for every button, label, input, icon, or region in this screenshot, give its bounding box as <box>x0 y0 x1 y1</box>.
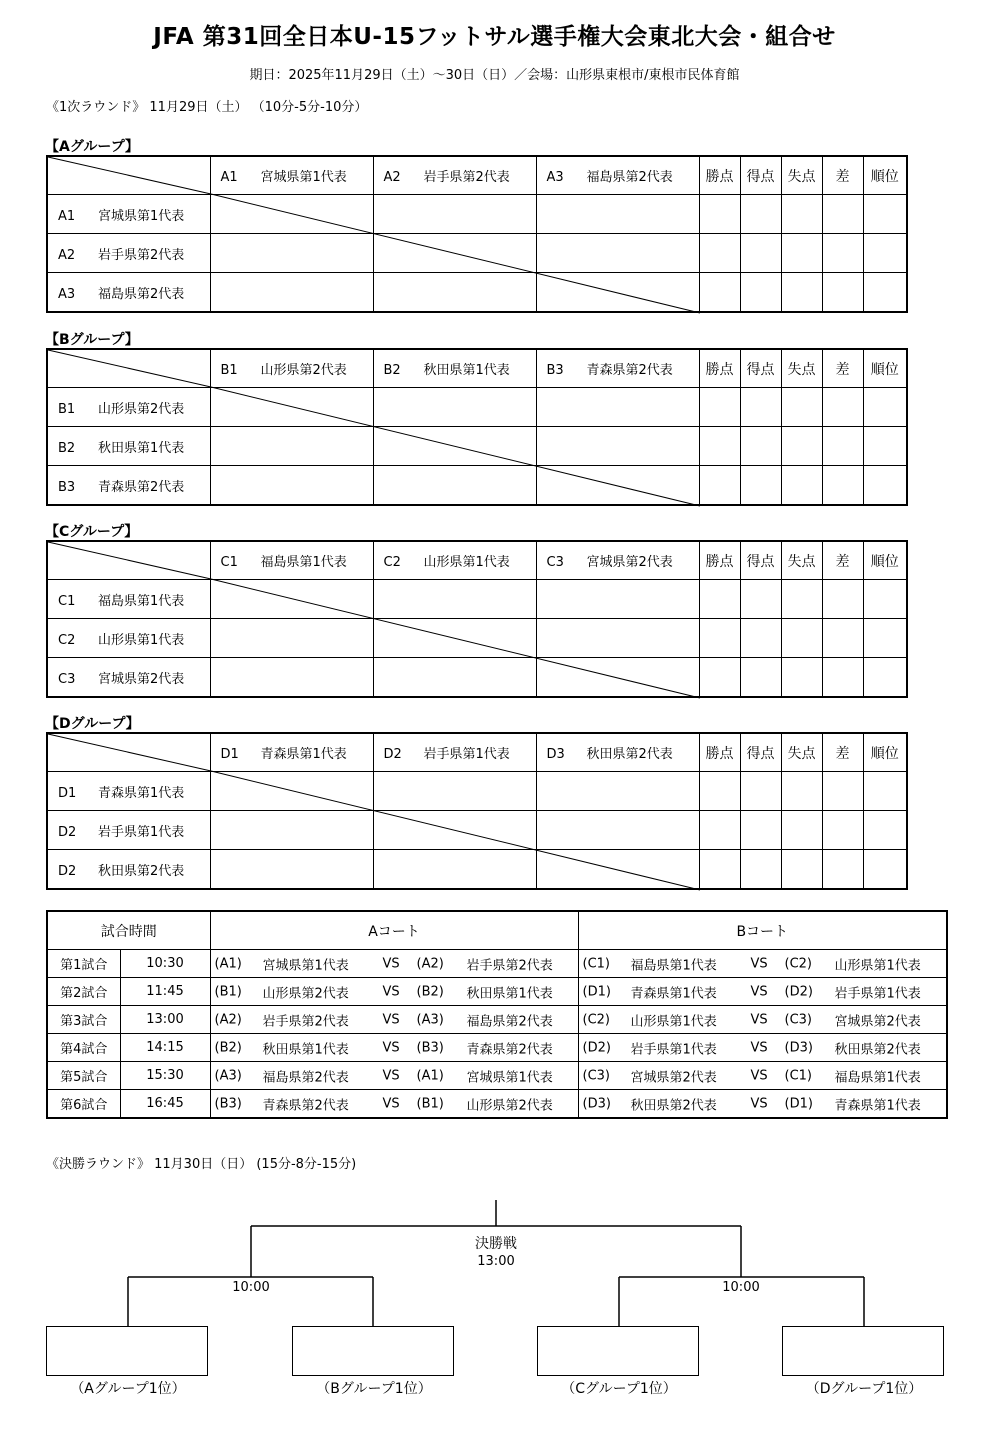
header-match-time: 試合時間 <box>47 911 210 950</box>
team-name: 山形県第1代表 <box>98 632 185 648</box>
team2-code: (C1) <box>784 1068 812 1083</box>
team-name: 青森県第1代表 <box>260 747 347 762</box>
team2-name: 岩手県第1代表 <box>834 986 921 1001</box>
team-name: 岩手県第2代表 <box>423 170 510 185</box>
match-number: 第1試合 <box>47 950 120 978</box>
stat-header: 勝点 <box>699 349 740 388</box>
team1-name: 福島県第2代表 <box>262 1070 349 1085</box>
vs-label: VS <box>750 1040 768 1055</box>
round1-heading: 《1次ラウンド》 11月29日（土） （10分-5分-10分） <box>46 100 368 115</box>
team1-name: 青森県第1代表 <box>630 986 717 1001</box>
stat-header: 差 <box>822 541 863 580</box>
team-name: 岩手県第1代表 <box>423 747 510 762</box>
group-label: 【Aグループ】 <box>45 139 139 155</box>
team-code: D2 <box>58 863 77 879</box>
team-code: C1 <box>58 593 76 609</box>
team-name: 秋田県第2代表 <box>586 747 673 762</box>
team-name: 山形県第1代表 <box>423 555 510 570</box>
team-code: D2 <box>383 747 402 762</box>
match-number: 第3試合 <box>47 1006 120 1034</box>
stat-header: 順位 <box>863 541 907 580</box>
team2-name: 青森県第1代表 <box>834 1098 921 1113</box>
team2-code: (B2) <box>416 984 444 999</box>
team2-code: (A3) <box>416 1012 444 1027</box>
team-code: D1 <box>220 747 239 762</box>
team-name: 福島県第2代表 <box>98 286 185 302</box>
slot-label-d: （Dグループ1位） <box>805 1381 923 1397</box>
team-name: 秋田県第1代表 <box>98 440 185 456</box>
stat-header: 順位 <box>863 156 907 195</box>
slot-box-c <box>537 1326 699 1376</box>
team1-code: (A2) <box>214 1012 242 1027</box>
team1-name: 秋田県第2代表 <box>630 1098 717 1113</box>
team-code: C2 <box>58 632 76 648</box>
final-round-heading: 《決勝ラウンド》 11月30日（日） (15分-8分-15分) <box>46 1157 357 1172</box>
team1-code: (B1) <box>214 984 242 999</box>
team1-name: 宮城県第2代表 <box>630 1070 717 1085</box>
team1-name: 岩手県第2代表 <box>262 1014 349 1029</box>
team-code: B3 <box>546 363 564 378</box>
team-code: A1 <box>58 208 76 224</box>
stat-header: 得点 <box>740 349 781 388</box>
vs-label: VS <box>382 1096 400 1111</box>
team-name: 青森県第2代表 <box>98 479 185 495</box>
semi-right-time: 10:00 <box>722 1280 760 1295</box>
team1-name: 秋田県第1代表 <box>262 1042 349 1057</box>
team2-code: (C2) <box>784 956 812 971</box>
team-name: 宮城県第1代表 <box>98 208 185 224</box>
team2-code: (D1) <box>784 1096 813 1111</box>
vs-label: VS <box>750 956 768 971</box>
stat-header: 得点 <box>740 541 781 580</box>
team1-name: 福島県第1代表 <box>630 958 717 973</box>
stat-header: 差 <box>822 156 863 195</box>
match-number: 第2試合 <box>47 978 120 1006</box>
stat-header: 得点 <box>740 733 781 772</box>
stat-header: 順位 <box>863 733 907 772</box>
final-match-label: 決勝戦 <box>475 1236 517 1252</box>
team-code: B3 <box>58 479 76 495</box>
team1-code: (C3) <box>582 1068 610 1083</box>
team-name: 山形県第2代表 <box>98 401 185 417</box>
group-label: 【Bグループ】 <box>45 332 139 348</box>
vs-label: VS <box>382 984 400 999</box>
team1-name: 青森県第2代表 <box>262 1098 349 1113</box>
team1-code: (A3) <box>214 1068 242 1083</box>
semi-left-time: 10:00 <box>232 1280 270 1295</box>
stat-header: 順位 <box>863 349 907 388</box>
team2-name: 福島県第2代表 <box>466 1014 553 1029</box>
team2-name: 岩手県第2代表 <box>466 958 553 973</box>
team-name: 福島県第1代表 <box>98 593 185 609</box>
vs-label: VS <box>382 1040 400 1055</box>
team-name: 福島県第2代表 <box>586 170 673 185</box>
match-time: 16:45 <box>120 1090 210 1119</box>
team1-name: 岩手県第1代表 <box>630 1042 717 1057</box>
match-number: 第5試合 <box>47 1062 120 1090</box>
team-code: C3 <box>58 671 76 687</box>
team1-code: (D2) <box>582 1040 611 1055</box>
team1-name: 山形県第1代表 <box>630 1014 717 1029</box>
team2-name: 山形県第2代表 <box>466 1098 553 1113</box>
team-code: D1 <box>58 785 77 801</box>
team-code: A2 <box>58 247 76 263</box>
team2-code: (D3) <box>784 1040 813 1055</box>
group-label: 【Dグループ】 <box>45 716 140 732</box>
vs-label: VS <box>382 956 400 971</box>
team-code: B1 <box>220 363 238 378</box>
team-code: A3 <box>546 170 564 185</box>
vs-label: VS <box>750 1096 768 1111</box>
match-time: 11:45 <box>120 978 210 1006</box>
slot-label-b: （Bグループ1位） <box>316 1381 432 1397</box>
stat-header: 失点 <box>781 541 822 580</box>
team2-name: 秋田県第2代表 <box>834 1042 921 1057</box>
event-info: 期日：2025年11月29日（土）〜30日（日）／会場：山形県東根市/東根市民体育館 <box>249 68 740 83</box>
team-name: 青森県第2代表 <box>586 363 673 378</box>
team-code: A3 <box>58 286 76 302</box>
match-time: 15:30 <box>120 1062 210 1090</box>
team-name: 岩手県第2代表 <box>98 247 185 263</box>
team2-name: 福島県第1代表 <box>834 1070 921 1085</box>
team1-code: (B2) <box>214 1040 242 1055</box>
team1-code: (D1) <box>582 984 611 999</box>
stat-header: 失点 <box>781 349 822 388</box>
team1-code: (C1) <box>582 956 610 971</box>
team-code: C2 <box>383 555 401 570</box>
team-name: 青森県第1代表 <box>98 785 185 801</box>
stat-header: 勝点 <box>699 156 740 195</box>
team1-name: 山形県第2代表 <box>262 986 349 1001</box>
team2-name: 青森県第2代表 <box>466 1042 553 1057</box>
team-name: 宮城県第2代表 <box>98 671 185 687</box>
team2-code: (C3) <box>784 1012 812 1027</box>
match-number: 第6試合 <box>47 1090 120 1119</box>
team-code: B2 <box>58 440 76 456</box>
stat-header: 差 <box>822 349 863 388</box>
team1-code: (C2) <box>582 1012 610 1027</box>
team2-name: 秋田県第1代表 <box>466 986 553 1001</box>
vs-label: VS <box>750 1068 768 1083</box>
team-code: B1 <box>58 401 76 417</box>
match-time: 14:15 <box>120 1034 210 1062</box>
stat-header: 失点 <box>781 156 822 195</box>
team2-code: (B1) <box>416 1096 444 1111</box>
stat-header: 勝点 <box>699 541 740 580</box>
team2-name: 山形県第1代表 <box>834 958 921 973</box>
team-name: 秋田県第1代表 <box>423 363 510 378</box>
slot-box-b <box>292 1326 454 1376</box>
team1-name: 宮城県第1代表 <box>262 958 349 973</box>
team-name: 宮城県第2代表 <box>586 555 673 570</box>
slot-box-a <box>46 1326 208 1376</box>
team-code: B2 <box>383 363 401 378</box>
match-number: 第4試合 <box>47 1034 120 1062</box>
vs-label: VS <box>382 1012 400 1027</box>
team-code: D2 <box>58 824 77 840</box>
stat-header: 得点 <box>740 156 781 195</box>
team1-code: (D3) <box>582 1096 611 1111</box>
page-title: JFA 第31回全日本U-15フットサル選手権大会東北大会・組合せ <box>153 24 836 50</box>
team2-code: (B3) <box>416 1040 444 1055</box>
team-name: 宮城県第1代表 <box>260 170 347 185</box>
stat-header: 差 <box>822 733 863 772</box>
match-time: 13:00 <box>120 1006 210 1034</box>
team-code: C1 <box>220 555 238 570</box>
team2-code: (A2) <box>416 956 444 971</box>
stat-header: 失点 <box>781 733 822 772</box>
final-match-time: 13:00 <box>477 1254 515 1269</box>
header-court-a: Aコート <box>210 911 578 950</box>
vs-label: VS <box>382 1068 400 1083</box>
team2-code: (D2) <box>784 984 813 999</box>
team1-code: (A1) <box>214 956 242 971</box>
team2-name: 宮城県第1代表 <box>466 1070 553 1085</box>
header-court-b: Bコート <box>578 911 947 950</box>
vs-label: VS <box>750 984 768 999</box>
team-name: 山形県第2代表 <box>260 363 347 378</box>
slot-label-a: （Aグループ1位） <box>70 1381 186 1397</box>
group-label: 【Cグループ】 <box>45 524 139 540</box>
team-name: 福島県第1代表 <box>260 555 347 570</box>
match-time: 10:30 <box>120 950 210 978</box>
slot-label-c: （Cグループ1位） <box>561 1381 677 1397</box>
team-name: 岩手県第1代表 <box>98 824 185 840</box>
team2-code: (A1) <box>416 1068 444 1083</box>
stat-header: 勝点 <box>699 733 740 772</box>
team1-code: (B3) <box>214 1096 242 1111</box>
team-code: C3 <box>546 555 564 570</box>
team-code: A2 <box>383 170 401 185</box>
team2-name: 宮城県第2代表 <box>834 1014 921 1029</box>
vs-label: VS <box>750 1012 768 1027</box>
team-code: D3 <box>546 747 565 762</box>
slot-box-d <box>782 1326 944 1376</box>
team-name: 秋田県第2代表 <box>98 863 185 879</box>
team-code: A1 <box>220 170 238 185</box>
